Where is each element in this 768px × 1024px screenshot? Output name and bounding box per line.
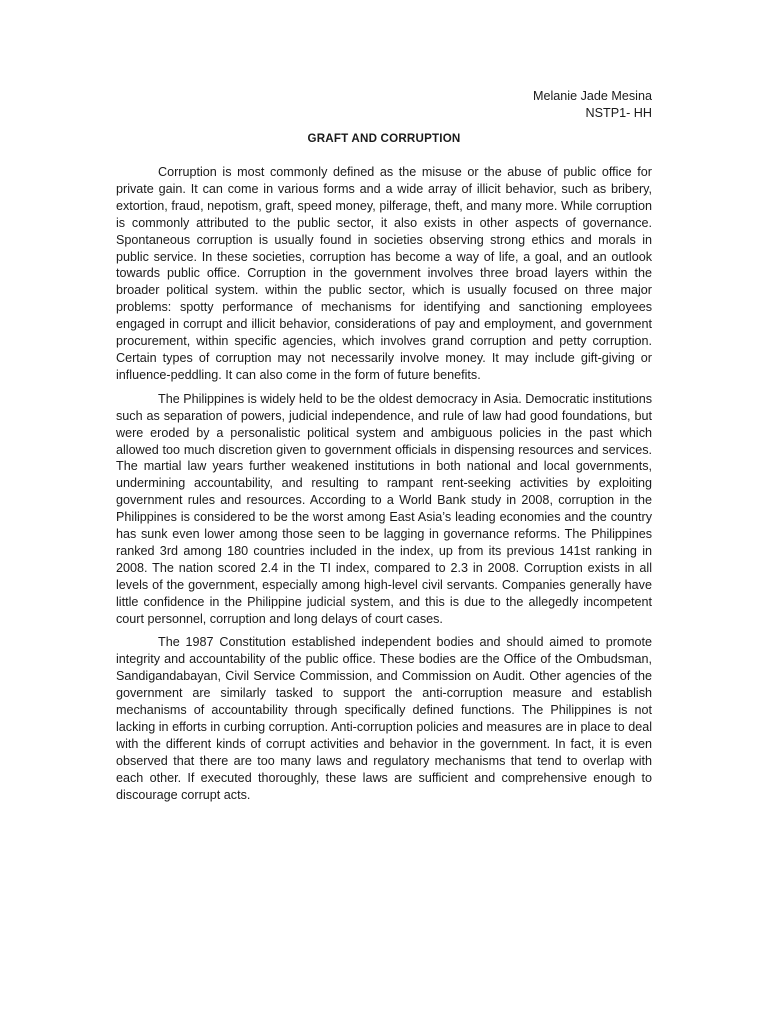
author-block	[533, 88, 652, 122]
author-course: NSTP1- HH	[585, 106, 652, 120]
document-body	[116, 164, 652, 811]
paragraph-1: Corruption is most commonly defined as the misuse or the abuse of public office for private gain. It can come in various forms and a wide array of illicit behavior, such as bribery, extortion, fraud, nepotism, graft, speed money, pilferage, theft, and many more. While corruption is commonly attributed to the public sector, it also exists in other aspects of governance. Spontaneous corruption is usually found in societies observing strong ethics and morals in public service. In these societies, corruption has become a way of life, a goal, and an outlook towards public office. Corruption in the government involves three broad layers within the broader political system. within the public sector, which is usually focused on three major problems: spotty performance of mechanisms for identifying and sanctioning employees engaged in corrupt and illicit behavior, considerations of pay and employment, and government procurement, within specific agencies, which involves grand corruption and petty corruption. Certain types of corruption may not necessarily involve money. It may include gift-giving or influence-peddling. It can also come in the form of future benefits.	[116, 165, 652, 382]
paragraph-3: The 1987 Constitution established independent bodies and should aimed to promote integrity and accountability of the public office. These bodies are the Office of the Ombudsman, Sandigandabayan, Civil Service Commission, and Commission on Audit. Other agencies of the government are similarly tasked to support the anti-corruption measure and establish mechanisms of accountability through specifically defined functions. The Philippines is not lacking in efforts in curbing corruption. Anti-corruption policies and measures are in place to deal with the different kinds of corrupt activities and behavior in the government. In fact, it is even observed that there are too many laws and regulatory mechanisms that tend to overlap with each other. If executed thoroughly, these laws are sufficient and comprehensive enough to discourage corrupt acts.	[116, 635, 652, 802]
document-title: GRAFT AND CORRUPTION	[307, 132, 461, 145]
author-name: Melanie Jade Mesina	[532, 89, 652, 103]
paragraph-2: The Philippines is widely held to be the oldest democracy in Asia. Democratic institutions such as separation of powers, judicial independence, and rule of law had good foundations, but were eroded by a personalistic political system and ambiguous policies in the past which allowed too much discretion given to government officials in dispensing resources and services. The martial law years further weakened institutions in both national and local governments, undermining accountability, and resulting to rampant rent-seeking activities by exploiting government rules and resources. According to a World Bank study in 2008, corruption in the Philippines is considered to be the worst among East Asia’s leading economies and the country has sunk even lower among those seen to be lagging in governance reforms. The Philippines ranked 3rd among 180 countries included in the index, up from its previous 141st ranking in 2008. The nation scored 2.4 in the TI index, compared to 2.3 in 2008. Corruption exists in all levels of the government, especially among high-level civil servants. Companies generally have little confidence in the Philippine judicial system, and this is due to the allegedly incompetent court personnel, corruption and long delays of court cases.	[116, 391, 652, 626]
